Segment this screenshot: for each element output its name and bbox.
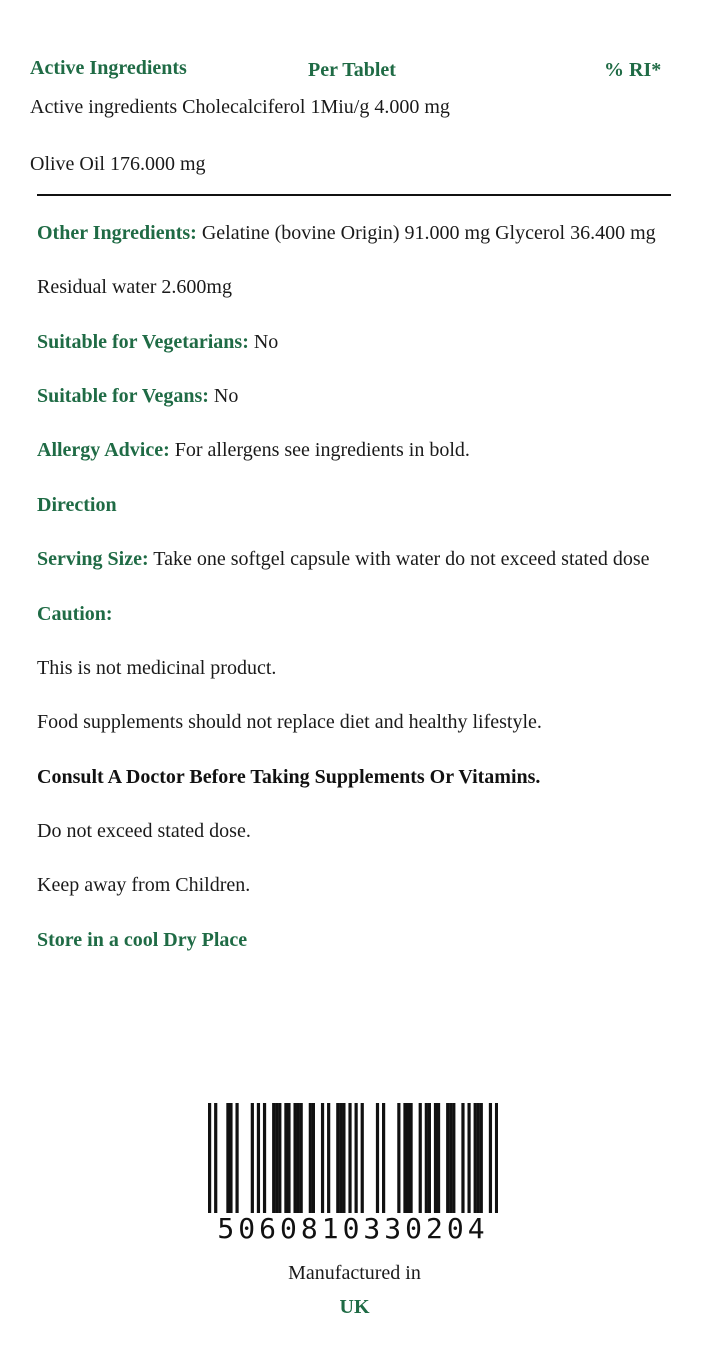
barcode-bar xyxy=(397,1103,400,1213)
barcode-bar xyxy=(327,1103,330,1213)
barcode-bar xyxy=(257,1103,260,1213)
barcode-bar xyxy=(251,1103,254,1213)
barcode-bar xyxy=(409,1103,412,1213)
vegetarians-value: No xyxy=(248,331,279,353)
active-row-cholecalciferol: Active ingredients Cholecalciferol 1Miu/g 4.000 mg xyxy=(30,96,450,118)
header-active-ingredients: Active Ingredients xyxy=(30,57,187,79)
caution-heading: Caution: xyxy=(37,603,113,625)
caution-line-diet: Food supplements should not replace diet and healthy lifestyle. xyxy=(37,711,542,733)
barcode-bar xyxy=(403,1103,406,1213)
other-ingredients-label: Other Ingredients: xyxy=(37,222,197,244)
barcode-number: 5060810330204 xyxy=(217,1212,489,1245)
barcode-bar xyxy=(263,1103,266,1213)
barcode-bar xyxy=(489,1103,492,1213)
allergy-label: Allergy Advice: xyxy=(37,439,170,461)
barcode-bar xyxy=(278,1103,281,1213)
barcode-bar xyxy=(309,1103,312,1213)
barcode-bar xyxy=(293,1103,296,1213)
barcode-bar xyxy=(336,1103,339,1213)
vegetarians-label: Suitable for Vegetarians: xyxy=(37,331,249,353)
children-line: Keep away from Children. xyxy=(37,874,251,896)
barcode-bar xyxy=(297,1103,300,1213)
barcode-bar xyxy=(382,1103,385,1213)
barcode-bar xyxy=(446,1103,449,1213)
barcode-bar xyxy=(480,1103,483,1213)
barcode-bar xyxy=(235,1103,238,1213)
barcode-bar xyxy=(284,1103,287,1213)
other-ingredients-value: Gelatine (bovine Origin) 91.000 mg Glycerol 36.400 mg xyxy=(196,222,656,244)
dose-line: Do not exceed stated dose. xyxy=(37,820,251,842)
barcode-bar xyxy=(406,1103,409,1213)
barcode-bar xyxy=(312,1103,315,1213)
barcode-bar xyxy=(419,1103,422,1213)
direction-heading: Direction xyxy=(37,494,117,516)
barcode-bar xyxy=(376,1103,379,1213)
header-percent-ri: % RI* xyxy=(604,59,662,81)
barcode-bar xyxy=(300,1103,303,1213)
barcode-bar xyxy=(287,1103,290,1213)
vegetarians-line xyxy=(37,331,278,354)
barcode-bar xyxy=(461,1103,464,1213)
barcode-bar xyxy=(208,1103,211,1213)
barcode-bar xyxy=(495,1103,498,1213)
serving-size-label: Serving Size: xyxy=(37,548,149,570)
barcode-bar xyxy=(342,1103,345,1213)
consult-doctor-line: Consult A Doctor Before Taking Supplements Or Vitamins. xyxy=(37,766,541,788)
barcode-bar xyxy=(425,1103,428,1213)
manufactured-in-label: Manufactured in xyxy=(288,1262,421,1284)
caution-line-medicinal: This is not medicinal product. xyxy=(37,657,277,679)
other-ingredients-line xyxy=(37,222,656,245)
vegans-value: No xyxy=(208,385,239,407)
barcode-bar xyxy=(467,1103,470,1213)
header-per-tablet: Per Tablet xyxy=(308,59,396,81)
barcode-bar xyxy=(355,1103,358,1213)
barcode-bar xyxy=(339,1103,342,1213)
barcode-bar xyxy=(214,1103,217,1213)
barcode-bar xyxy=(477,1103,480,1213)
divider-rule xyxy=(37,194,671,196)
vegans-label: Suitable for Vegans: xyxy=(37,385,209,407)
barcode-bar xyxy=(229,1103,232,1213)
barcode-bar xyxy=(452,1103,455,1213)
barcode-bar xyxy=(348,1103,351,1213)
barcode-bar xyxy=(361,1103,364,1213)
barcode-bar xyxy=(474,1103,477,1213)
barcode-bar xyxy=(321,1103,324,1213)
vegans-line xyxy=(37,385,238,408)
active-row-olive-oil: Olive Oil 176.000 mg xyxy=(30,153,206,175)
barcode-bar xyxy=(272,1103,275,1213)
allergy-line xyxy=(37,439,470,462)
barcode-bar xyxy=(449,1103,452,1213)
barcode-bar xyxy=(275,1103,278,1213)
barcode-bar xyxy=(226,1103,229,1213)
barcode-bar xyxy=(434,1103,437,1213)
storage-line: Store in a cool Dry Place xyxy=(37,929,248,951)
barcode-bar xyxy=(437,1103,440,1213)
serving-size-value: Take one softgel capsule with water do not exceed stated dose xyxy=(148,548,650,570)
serving-size-line xyxy=(37,548,650,571)
country-of-manufacture: UK xyxy=(339,1296,370,1318)
residual-water-line: Residual water 2.600mg xyxy=(37,276,232,298)
barcode-image xyxy=(208,1103,498,1213)
allergy-value: For allergens see ingredients in bold. xyxy=(169,439,470,461)
barcode-bar xyxy=(428,1103,431,1213)
